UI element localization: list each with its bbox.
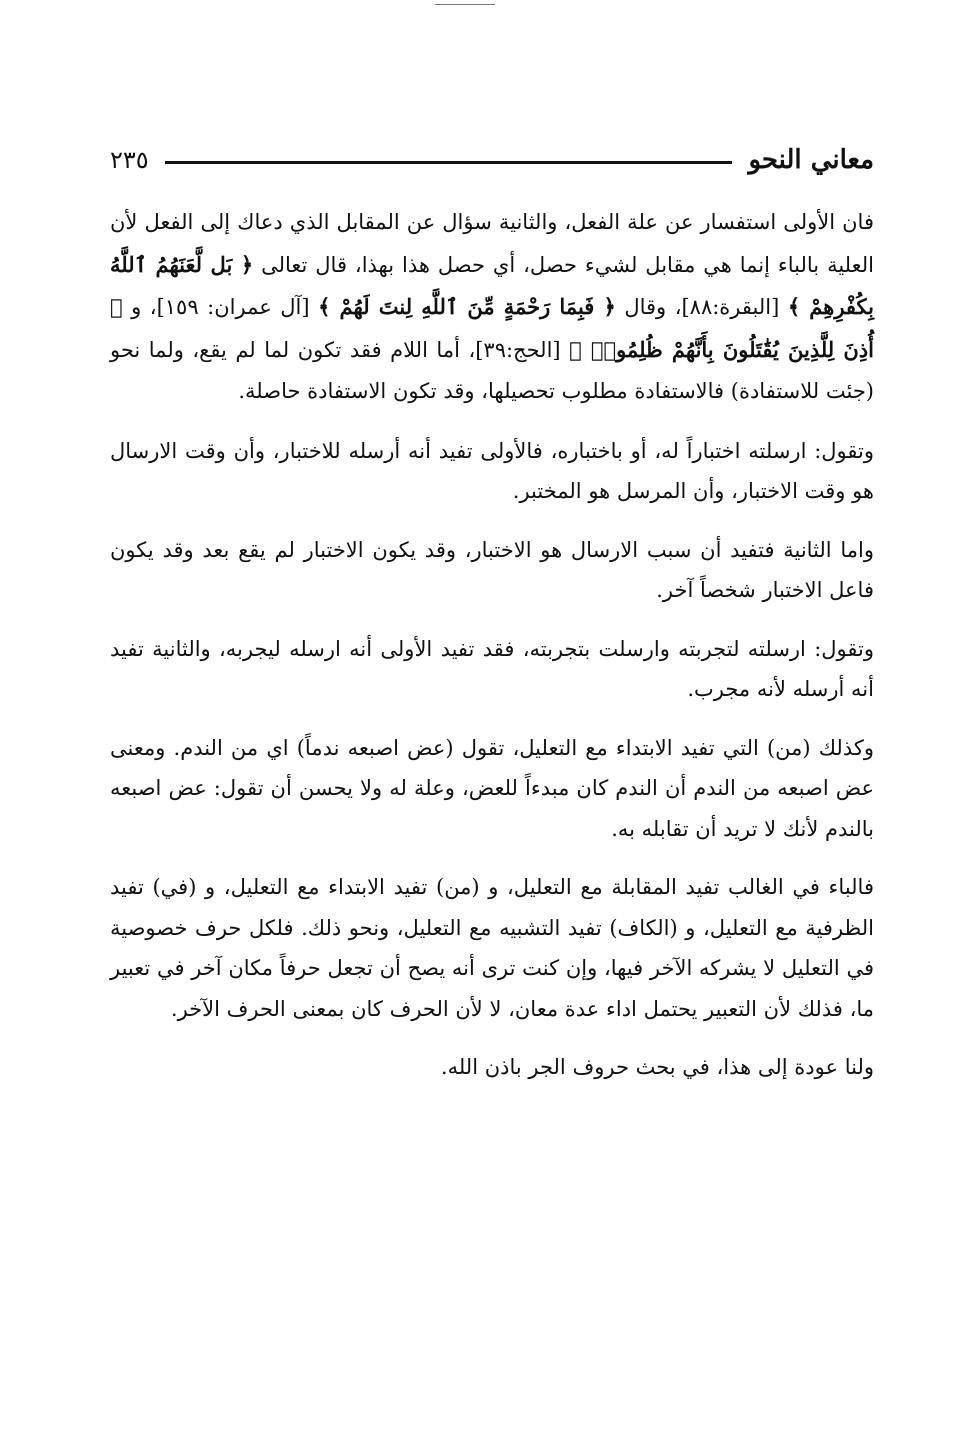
paragraph-1 [110,202,874,413]
book-title: معاني النحو [748,145,874,175]
book-page [110,130,874,1106]
paragraph-text: وتقول: ارسلته لتجربته وارسلت بتجربته، فقد تفيد الأولى أنه ارسله ليجربه، والثانية تفيد أنه أرسله لأنه مجرب. [110,636,874,701]
paragraph-7 [110,1047,874,1088]
paragraph-text: وتقول: ارسلته اختباراً له، أو باختباره، فالأولى تفيد أنه أرسله للاختبار، وأن وقت الارسال هو وقت الاختبار، وأن المرسل هو المختبر. [110,438,874,503]
paragraph-text: فان الأولى استفسار عن علة الفعل، والثانية سؤال عن المقابل الذي دعاك إلى الفعل لأن العلية بالباء إنما هي مقابل لشيء حصل، أي حصل هذا بهذا، قال تعالى [110,210,874,277]
paragraph-5 [110,728,874,850]
paragraph-4 [110,629,874,710]
paragraph-text: وكذلك (من) التي تفيد الابتداء مع التعليل، تقول (عض اصبعه ندماً) اي من الندم. ومعنى عض اصبعه من الندم أن الندم كان مبدءاً للعض، وعلة له ولا يحسن أن تقول: عض اصبعه بالندم لأنك لا تريد أن تقابله به. [110,735,874,841]
quran-verse-hajj: ﴿ أُذِنَ لِلَّذِينَ يُقَٰتَلُونَ بِأَنَّهُمْ ظُلِمُوا۟ ﴾ [110,294,874,362]
quran-verse-al-imran: ﴿ فَبِمَا رَحْمَةٍ مِّنَ ٱللَّهِ لِنتَ لَهُمْ ﴾ [318,294,616,319]
paragraph-text: واما الثانية فتفيد أن سبب الارسال هو الاختبار، وقد يكون الاختبار لم يقع بعد وقد يكون فاعل الاختبار شخصاً آخر. [110,537,874,602]
paragraph-text: [البقرة:٨٨]، وقال [615,295,788,319]
top-scan-mark [435,4,495,5]
paragraph-text: [آل عمران: ١٥٩]، و [122,295,319,319]
quran-verse-baqara: ﴿ بَل لَّعَنَهُمُ ٱللَّهُ بِكُفْرِهِمْ ﴾ [110,251,874,319]
paragraph-2 [110,431,874,512]
paragraph-3 [110,530,874,611]
paragraph-text: فالباء في الغالب تفيد المقابلة مع التعليل، و (من) تفيد الابتداء مع التعليل، و (في) تفيد الظرفية مع التعليل، و (الكاف) تفيد التشبيه مع التعليل، ونحو ذلك. فلكل حرف خصوصية في التعليل لا يشركه الآخر فيها، وإن كنت ترى أنه يصح أن تجعل حرفاً مكان آخر في تعبير ما، فذلك لأن التعبير يحتمل اداء عدة معان، لا لأن الحرف كان بمعنى الحرف الآخر. [110,875,874,1021]
paragraph-6 [110,867,874,1029]
running-header [110,130,874,190]
page-number: ٢٣٥ [110,146,149,174]
header-rule [165,161,733,164]
paragraph-text: ولنا عودة إلى هذا، في بحث حروف الجر باذن الله. [440,1055,874,1079]
paragraph-text: [الحج:٣٩]، أما اللام فقد تكون لما لم يقع، ولما نحو (جئت للاستفادة) فالاستفادة مطلوب تحصيلها، وقد تكون الاستفادة حاصلة. [110,337,874,403]
page-body [110,202,874,1088]
